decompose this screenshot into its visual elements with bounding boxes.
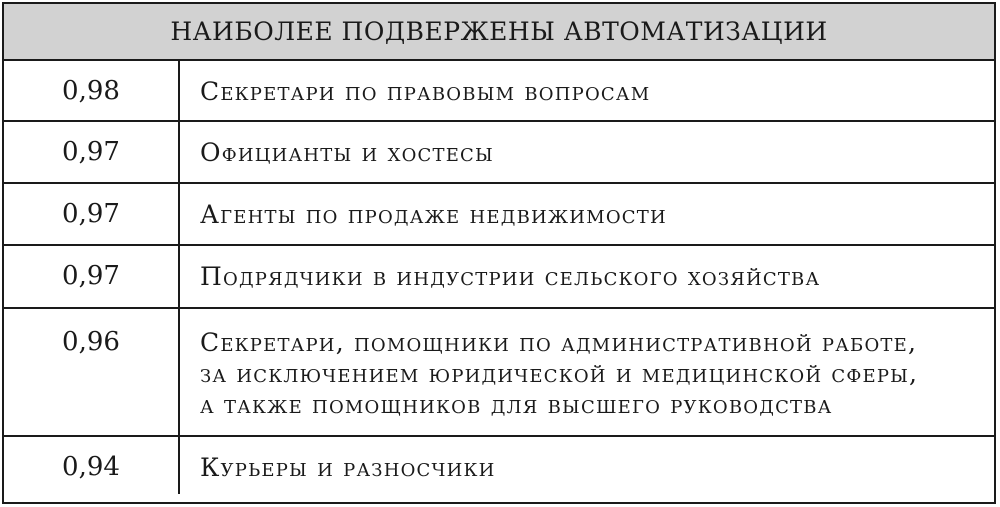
occupation-cell: [180, 61, 994, 120]
occupation-line: Секретари по правовым вопросам: [200, 77, 651, 106]
occupation-line: Подрядчики в индустрии сельского хозяйства: [200, 262, 821, 291]
occupation-cell: [180, 246, 994, 307]
table-row: [4, 122, 994, 184]
occupation-cell: [180, 309, 994, 435]
occupation-line: Секретари, помощники по административной работе,: [200, 328, 918, 357]
occupation-line: а также помощников для высшего руководства: [200, 390, 833, 419]
occupation-cell: [180, 122, 994, 182]
table-title: НАИБОЛЕЕ ПОДВЕРЖЕНЫ АВТОМАТИЗАЦИИ: [170, 17, 828, 46]
occupation-line: Официанты и хостесы: [200, 138, 494, 167]
probability-cell: 0,97: [4, 122, 180, 182]
table-row: [4, 184, 994, 246]
probability-cell: 0,94: [4, 437, 180, 494]
occupation-line: Агенты по продаже недвижимости: [200, 200, 667, 229]
table-header: [4, 4, 994, 61]
probability-cell: 0,97: [4, 246, 180, 307]
probability-cell: 0,97: [4, 184, 180, 244]
probability-cell: 0,98: [4, 61, 180, 120]
occupation-cell: [180, 437, 994, 494]
automation-table: [2, 2, 996, 504]
probability-cell: 0,96: [4, 309, 180, 435]
occupation-line: Курьеры и разносчики: [200, 453, 496, 482]
table-row: [4, 246, 994, 309]
table-row: [4, 437, 994, 494]
table-row: [4, 309, 994, 437]
table-row: [4, 61, 994, 122]
occupation-line: за исключением юридической и медицинской сферы,: [200, 359, 919, 388]
occupation-cell: [180, 184, 994, 244]
